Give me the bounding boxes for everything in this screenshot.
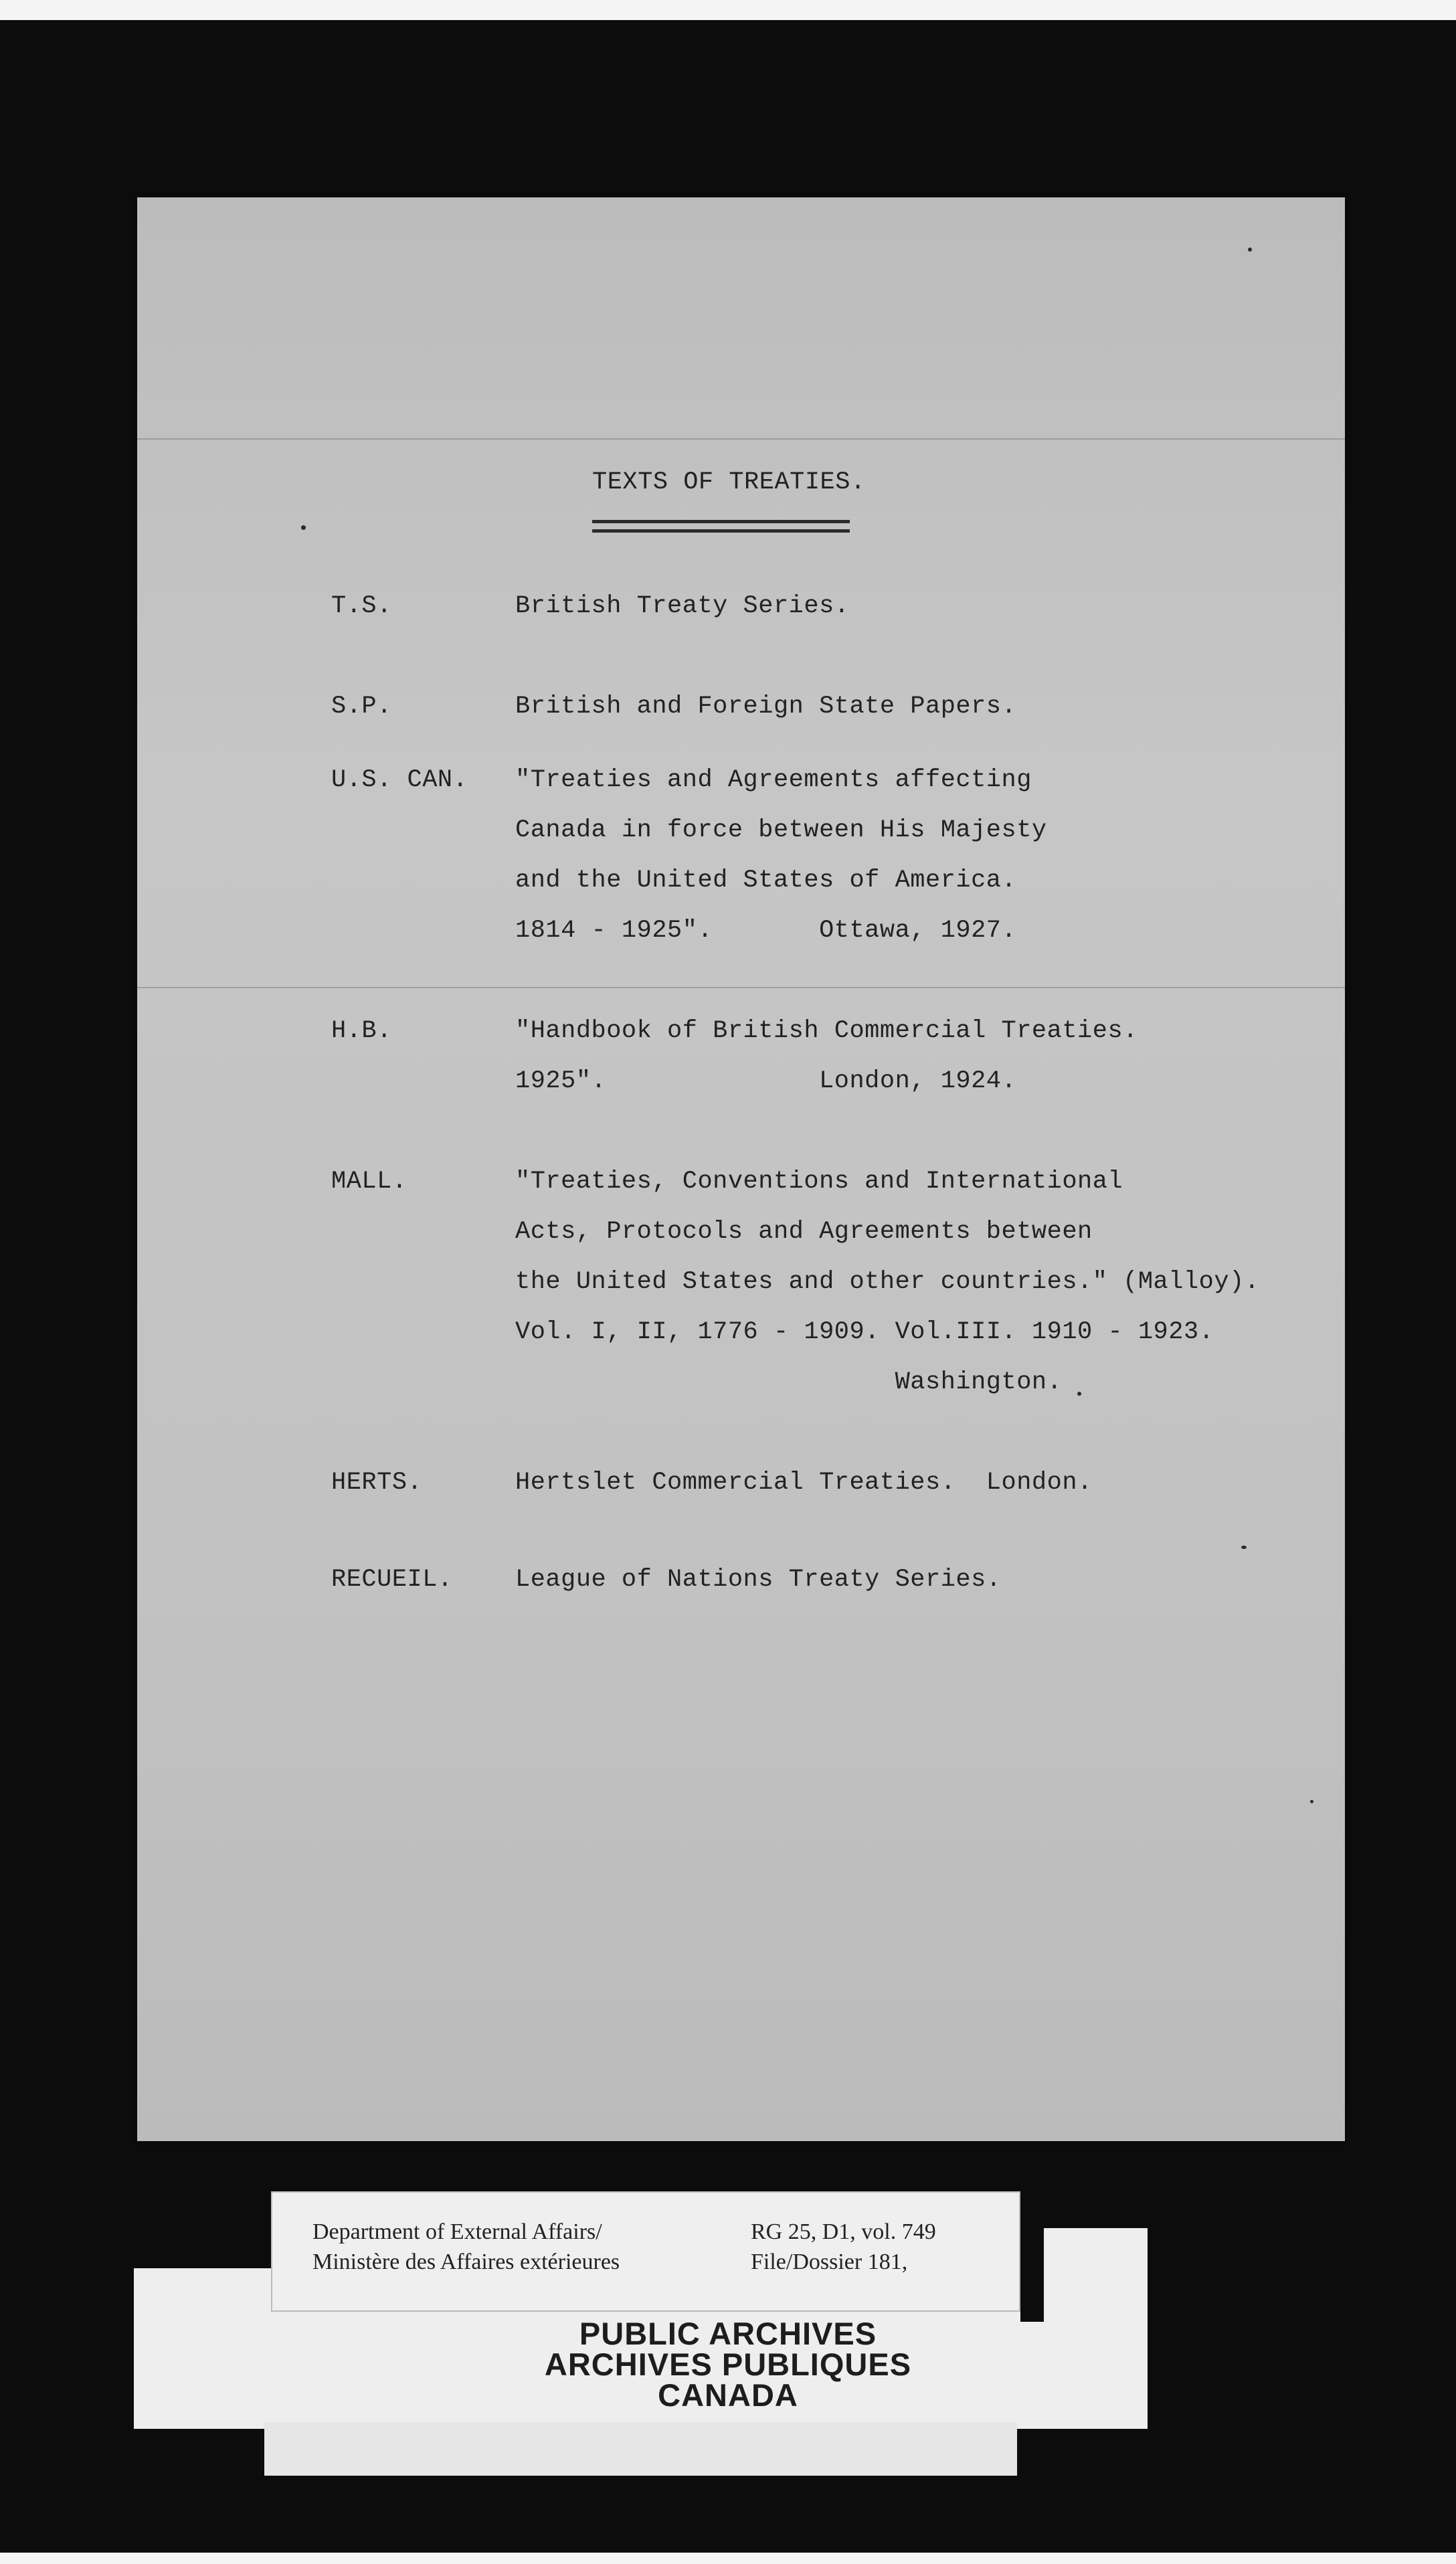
entry-line: Acts, Protocols and Agreements between: [515, 1218, 1093, 1246]
page-fold-line: [137, 987, 1345, 988]
band-notch: [1020, 2228, 1044, 2322]
entry-line: League of Nations Treaty Series.: [515, 1566, 1002, 1594]
entry-line: and the United States of America.: [515, 866, 1017, 895]
speck: [1310, 1800, 1313, 1803]
entry-abbr: RECUEIL.: [331, 1566, 453, 1594]
page-fold-line: [137, 438, 1345, 440]
document-title: TEXTS OF TREATIES.: [592, 468, 866, 496]
entry-abbr: S.P.: [331, 693, 392, 721]
stamp-line: CANADA: [658, 2377, 798, 2413]
entry-line: 1814 - 1925". Ottawa, 1927.: [515, 917, 1017, 945]
entry-abbr: T.S.: [331, 592, 392, 620]
public-archives-stamp: [0, 2318, 1456, 2411]
entry-line: "Treaties and Agreements affecting: [515, 766, 1032, 794]
file-number: File/Dossier 181,: [751, 2250, 908, 2274]
entry-abbr: H.B.: [331, 1017, 392, 1045]
typed-document-page: [137, 197, 1345, 2141]
entry-line: "Handbook of British Commercial Treaties.: [515, 1017, 1138, 1045]
department-en: Department of External Affairs/: [312, 2219, 602, 2244]
stamp-line: PUBLIC ARCHIVES: [579, 2316, 877, 2351]
entry-line: Hertslet Commercial Treaties. London.: [515, 1469, 1093, 1497]
entry-line: 1925". London, 1924.: [515, 1067, 1017, 1095]
entry-abbr: MALL.: [331, 1168, 407, 1196]
entry-abbr: U.S. CAN.: [331, 766, 468, 794]
entry-abbr: HERTS.: [331, 1469, 423, 1497]
entry-line: Vol. I, II, 1776 - 1909. Vol.III. 1910 - 1923.: [515, 1318, 1214, 1346]
department-fr: Ministère des Affaires extérieures: [312, 2250, 620, 2274]
title-underline: [592, 529, 850, 533]
title-underline: [592, 520, 850, 523]
speck: [1248, 248, 1252, 252]
speck: [1241, 1546, 1247, 1549]
entry-line: British Treaty Series.: [515, 592, 850, 620]
stamp-line: ARCHIVES PUBLIQUES: [544, 2347, 912, 2382]
entry-line: British and Foreign State Papers.: [515, 693, 1017, 721]
entry-line: Canada in force between His Majesty: [515, 816, 1047, 844]
speck: [301, 525, 306, 530]
archive-reference-label: [271, 2191, 1020, 2312]
record-group: RG 25, D1, vol. 749: [751, 2219, 936, 2244]
entry-line: Washington.: [515, 1368, 1063, 1396]
speck: [1077, 1392, 1081, 1396]
entry-line: the United States and other countries." (Malloy).: [515, 1268, 1260, 1296]
band-notch: [134, 2228, 271, 2268]
band-foot: [264, 2422, 1017, 2476]
entry-line: "Treaties, Conventions and International: [515, 1168, 1123, 1196]
